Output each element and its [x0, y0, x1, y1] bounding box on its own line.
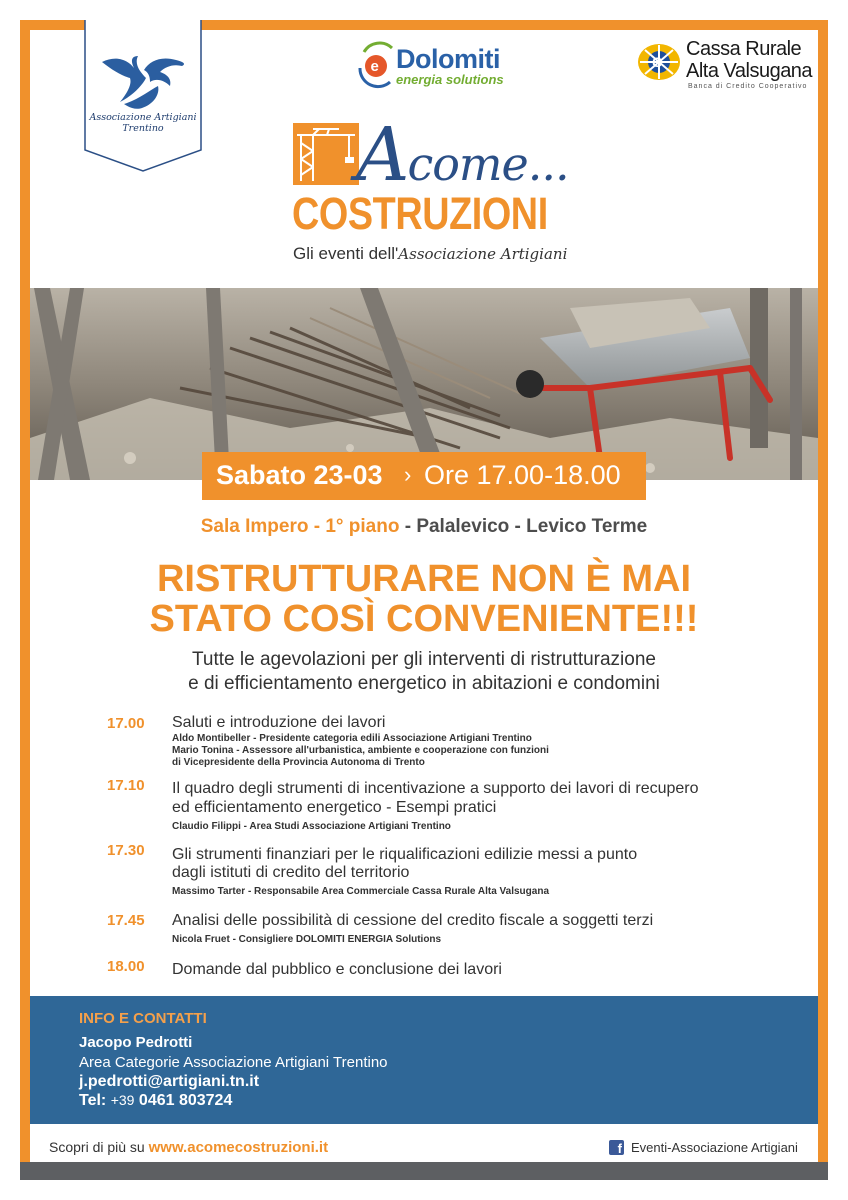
facebook-page-link[interactable]: Eventi-Associazione Artigiani	[631, 1140, 798, 1155]
program-speaker: Nicola Fruet - Consigliere DOLOMITI ENERGIA Solutions	[172, 934, 442, 945]
headline-line-1: RISTRUTTURARE NON È MAI	[156, 558, 692, 600]
acome-big-letter: A	[356, 112, 408, 198]
contact-area: Area Categorie Associazione Artigiani Trentino	[79, 1054, 388, 1071]
footer-more-text: Scopri di più su	[49, 1139, 149, 1155]
artigiani-logo-text: Associazione Artigiani Trentino	[89, 112, 197, 134]
contact-email-link[interactable]: j.pedrotti@artigiani.tn.it	[79, 1073, 260, 1090]
program-speaker: di Vicepresidente della Provincia Autonoma di Trento	[172, 757, 425, 768]
chevron-right-icon: ›	[404, 462, 412, 487]
subtitle-line-1: Tutte le agevolazioni per gli interventi di ristrutturazione	[192, 649, 656, 670]
program-time: 17.45	[107, 912, 145, 929]
program-title: Domande dal pubblico e conclusione dei lavori	[172, 961, 502, 978]
program-time: 17.10	[107, 777, 145, 794]
program-title: Il quadro degli strumenti di incentivazione a supporto dei lavori di recupero	[172, 780, 699, 797]
acome-title	[356, 112, 569, 198]
website-link[interactable]: www.acomecostruzioni.it	[148, 1139, 329, 1156]
tagline-italic: Associazione Artigiani	[398, 245, 568, 263]
dolomiti-e-icon	[360, 43, 392, 87]
program-speaker: Mario Tonina - Assessore all'urbanistica, ambiente e cooperazione con funzioni	[172, 745, 549, 756]
acome-small-text: come...	[407, 137, 569, 191]
cassa-rurale-name-2: Alta Valsugana	[686, 60, 813, 82]
cassa-rurale-logo-icon	[637, 42, 681, 82]
info-heading: INFO E CONTATTI	[79, 1010, 207, 1027]
cassa-rurale-tagline: Banca di Credito Cooperativo	[688, 83, 808, 90]
dolomiti-subtitle: energia solutions	[396, 72, 504, 87]
event-time: Ore 17.00-18.00	[424, 460, 621, 490]
crane-icon	[293, 123, 359, 185]
contact-phone	[79, 1092, 232, 1110]
program-time: 17.00	[107, 715, 145, 732]
footer-website	[49, 1139, 328, 1156]
event-date-bar	[202, 452, 646, 500]
program-speaker: Aldo Montibeller - Presidente categoria edili Associazione Artigiani Trentino	[172, 733, 532, 744]
subtitle-line-2: e di efficientamento energetico in abitazioni e condomini	[188, 673, 660, 694]
cassa-rurale-name-1: Cassa Rurale	[686, 38, 802, 60]
facebook-icon: f	[609, 1140, 624, 1155]
tel-number: 0461 803724	[138, 1092, 233, 1109]
svg-text:e: e	[370, 58, 379, 75]
costruzioni-title: COSTRUZIONI	[292, 188, 548, 239]
venue-location: - Palalevico - Levico Terme	[399, 516, 648, 537]
program-title: Analisi delle possibilità di cessione del credito fiscale a soggetti terzi	[172, 912, 654, 929]
program-title: Gli strumenti finanziari per le riqualificazioni edilizie messi a punto	[172, 846, 638, 863]
event-date: Sabato 23-03	[216, 460, 383, 490]
tagline	[293, 244, 567, 264]
info-contacts-box	[30, 996, 818, 1124]
program-time: 18.00	[107, 958, 145, 975]
program-title: ed efficientamento energetico - Esempi pratici	[172, 799, 497, 816]
artigiani-ribbon-logo	[84, 20, 202, 172]
event-venue	[0, 516, 848, 538]
program-title: Saluti e introduzione dei lavori	[172, 714, 386, 731]
program-time: 17.30	[107, 842, 145, 859]
contact-name: Jacopo Pedrotti	[79, 1034, 193, 1051]
tagline-plain: Gli eventi dell'	[293, 244, 399, 263]
tel-prefix: +39	[110, 1092, 135, 1108]
tel-label: Tel:	[79, 1092, 107, 1109]
dolomiti-name: Dolomiti	[396, 44, 500, 74]
program-speaker: Claudio Filippi - Area Studi Associazione Artigiani Trentino	[172, 821, 451, 832]
program-speaker: Massimo Tarter - Responsabile Area Commerciale Cassa Rurale Alta Valsugana	[172, 886, 550, 897]
svg-text:C: C	[652, 54, 663, 70]
headline-line-2: STATO COSÌ CONVENIENTE!!!	[149, 598, 699, 640]
program-title: dagli istituti di credito del territorio	[172, 864, 410, 881]
frame-bottom-bar	[20, 1162, 828, 1180]
venue-room: Sala Impero - 1° piano	[200, 516, 400, 537]
